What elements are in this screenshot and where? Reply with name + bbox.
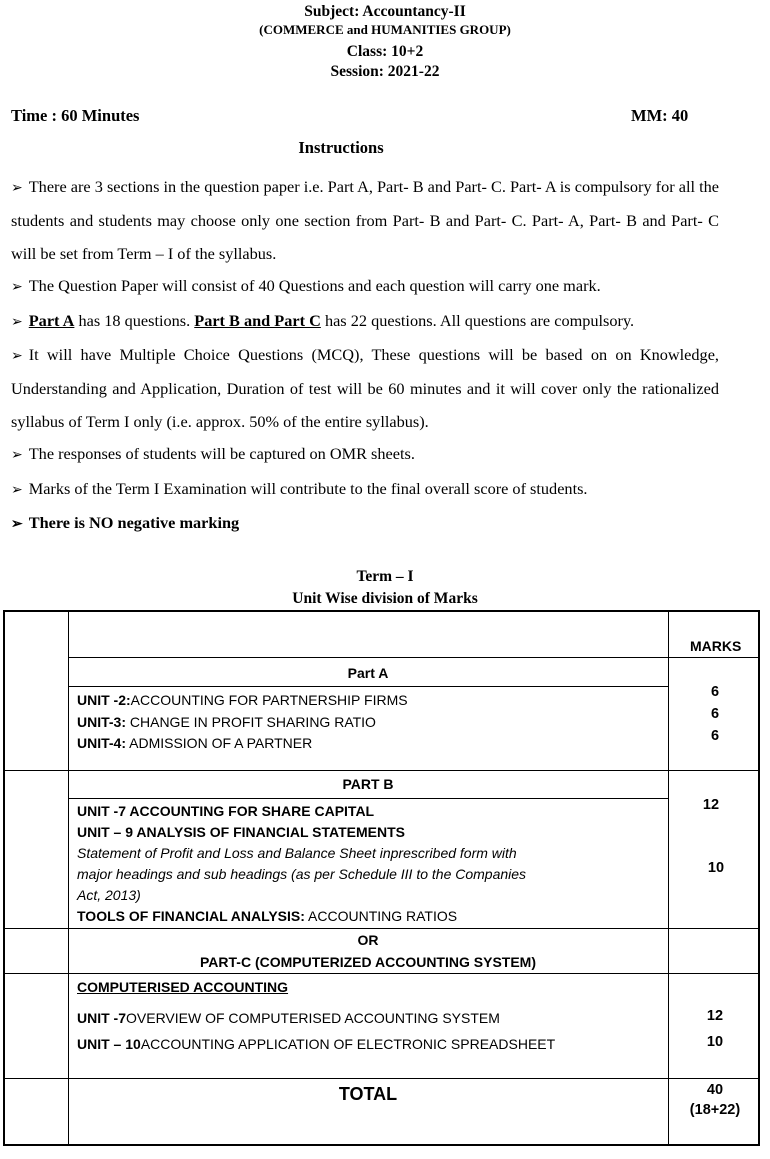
table-row: UNIT -2:ACCOUNTING FOR PARTNERSHIP FIRMS (77, 692, 408, 708)
part-b-unit9-desc-1: Statement of Profit and Loss and Balance Sheet inprescribed form with (77, 845, 517, 861)
table-row: UNIT -7OVERVIEW OF COMPUTERISED ACCOUNTING SYSTEM (77, 1010, 500, 1026)
table-row: UNIT – 10ACCOUNTING APPLICATION OF ELECTRONIC SPREADSHEET (77, 1036, 556, 1052)
table-row: UNIT-4: ADMISSION OF A PARTNER (77, 735, 313, 751)
part-b-unit9-desc-2: major headings and sub headings (as per Schedule III to the Companies (77, 866, 527, 882)
subject-title: Subject: Accountancy-II (304, 3, 466, 20)
arrow-bullet-icon: ➢ (11, 448, 23, 464)
part-a-unit3-marks: 6 (710, 706, 720, 722)
part-b-unit9-marks: 10 (707, 860, 725, 876)
arrow-bullet-icon: ➢ (11, 314, 23, 330)
arrow-bullet-icon: ➢ (11, 517, 23, 533)
arrow-bullet-icon: ➢ (11, 349, 23, 365)
part-b-unit7: UNIT -7 ACCOUNTING FOR SHARE CAPITAL (77, 803, 375, 819)
table-row: UNIT-3: CHANGE IN PROFIT SHARING RATIO (77, 714, 376, 730)
or-label: OR (357, 932, 379, 948)
arrow-bullet-icon: ➢ (11, 280, 23, 296)
instruction-item: ➢ The Question Paper will consist of 40 Questions and each question will carry one mark. (11, 276, 601, 296)
part-c-unit10-marks: 10 (706, 1034, 724, 1050)
instruction-item: ➢ Marks of the Term I Examination will contribute to the final overall score of students. (11, 478, 588, 498)
total-marks: 40 (706, 1082, 724, 1098)
part-b-tools: TOOLS OF FINANCIAL ANALYSIS: ACCOUNTING RATIOS (77, 908, 458, 924)
class-line: Class: 10+2 (346, 43, 424, 60)
time-label: Time : 60 Minutes (11, 106, 140, 125)
session-line: Session: 2021-22 (330, 63, 440, 80)
instructions-heading: Instructions (298, 138, 384, 157)
part-c-label: PART-C (COMPUTERIZED ACCOUNTING SYSTEM) (200, 954, 536, 970)
part-a-label: Part A (347, 665, 389, 681)
table-subtitle: Unit Wise division of Marks (292, 590, 478, 607)
marks-column-header: MARKS (690, 638, 742, 654)
instruction-item: ➢ There are 3 sections in the question paper i.e. Part A, Part- B and Part- C. Part- A is compulsory for all the students and students may choose only one section from Part- B and Part- C. Part- A, Part- B and Part- C will be set from Term – I of the syllabus. (11, 177, 719, 263)
instruction-item: ➢ There is NO negative marking (11, 513, 240, 533)
instruction-item: ➢ It will have Multiple Choice Questions (MCQ), These questions will be based on on Knowledge, Understanding and Application, Duration of test will be 60 minutes and it will cover only the rationalized syllabus of Term I only (i.e. approx. 50% of the entire syllabus). (11, 345, 719, 431)
table-term-title: Term – I (356, 568, 414, 585)
part-b-unit9: UNIT – 9 ANALYSIS OF FINANCIAL STATEMENTS (77, 824, 405, 840)
part-b-unit7-marks: 12 (702, 797, 720, 813)
arrow-bullet-icon: ➢ (11, 482, 23, 498)
part-a-unit2-marks: 6 (710, 684, 720, 700)
part-c-unit7-marks: 12 (706, 1008, 724, 1024)
arrow-bullet-icon: ➢ (11, 181, 23, 196)
part-c-heading: COMPUTERISED ACCOUNTING (77, 979, 289, 995)
instruction-item: ➢ The responses of students will be captured on OMR sheets. (11, 444, 415, 464)
part-a-unit4-marks: 6 (710, 728, 720, 744)
part-b-label: PART B (342, 776, 394, 792)
group-subtitle: (COMMERCE and HUMANITIES GROUP) (259, 22, 511, 37)
total-label: TOTAL (338, 1084, 398, 1104)
instruction-item: ➢ Part A has 18 questions. Part B and Part C has 22 questions. All questions are compulsory. (11, 310, 635, 330)
max-marks-label: MM: 40 (631, 106, 689, 125)
total-breakdown: (18+22) (689, 1102, 741, 1118)
part-b-unit9-desc-3: Act, 2013) (77, 887, 141, 903)
